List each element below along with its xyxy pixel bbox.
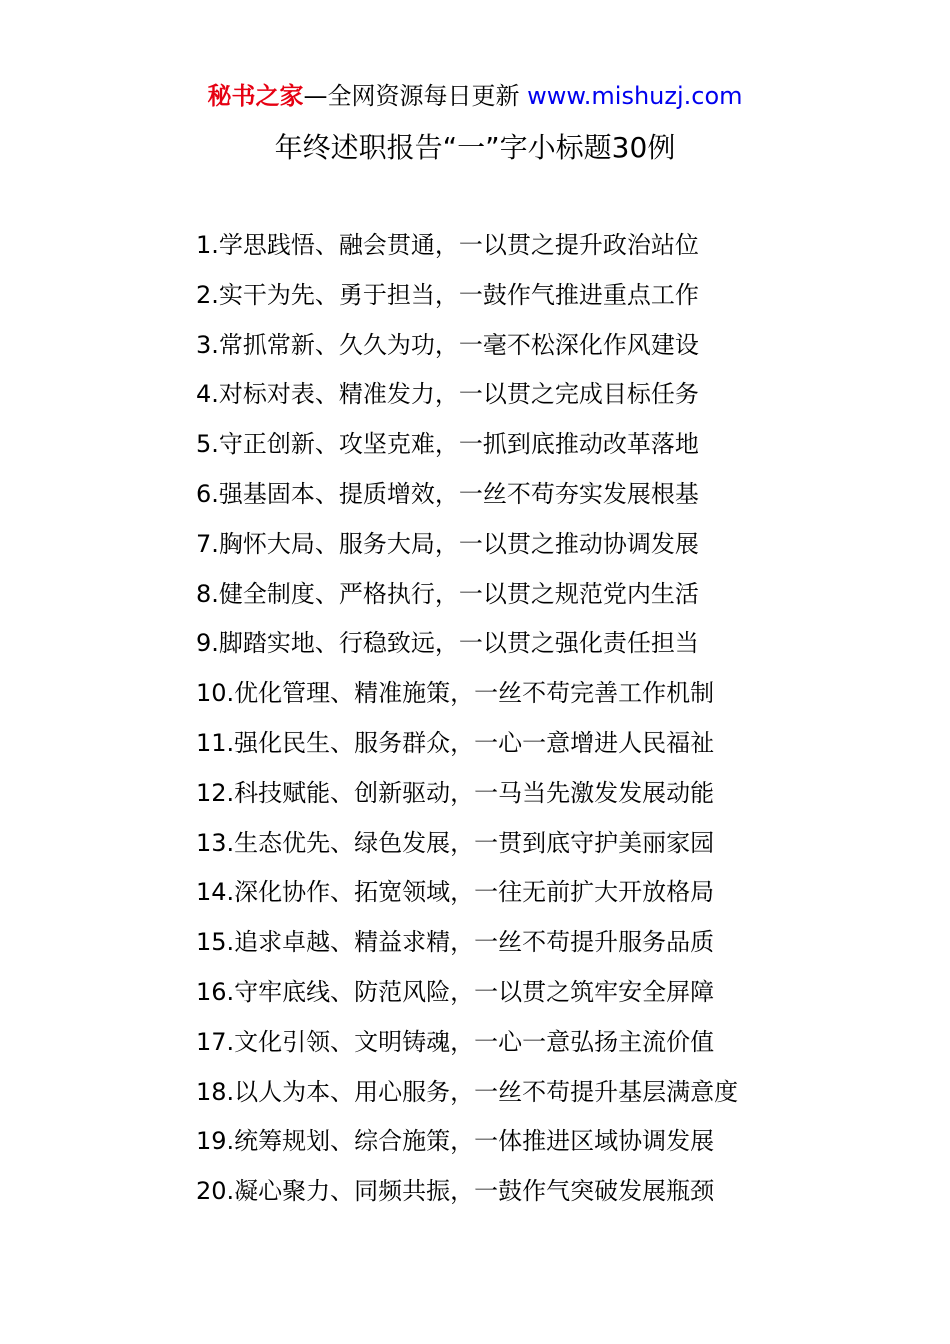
list-item: 8.健全制度、严格执行，一以贯之规范党内生活	[196, 579, 699, 608]
list-item: 4.对标对表、精准发力，一以贯之完成目标任务	[196, 380, 699, 409]
site-url-link[interactable]: www.mishuzj.com	[527, 82, 743, 110]
list-item: 14.深化协作、拓宽领域，一往无前扩大开放格局	[196, 878, 715, 907]
list-item: 3.常抓常新、久久为功，一毫不松深化作风建设	[196, 330, 699, 359]
list-item: 9.脚踏实地、行稳致远，一以贯之强化责任担当	[196, 629, 699, 658]
list-item: 11.强化民生、服务群众，一心一意增进人民福祉	[196, 728, 715, 757]
list-item: 5.守正创新、攻坚克难，一抓到底推动改革落地	[196, 430, 699, 459]
list-item: 15.追求卓越、精益求精，一丝不苟提升服务品质	[196, 928, 715, 957]
list-item: 20.凝心聚力、同频共振，一鼓作气突破发展瓶颈	[196, 1177, 715, 1206]
list-item: 7.胸怀大局、服务大局，一以贯之推动协调发展	[196, 529, 699, 558]
site-tagline: —全网资源每日更新	[303, 82, 520, 110]
list-item: 16.守牢底线、防范风险，一以贯之筑牢安全屏障	[196, 977, 715, 1006]
list-item: 12.科技赋能、创新驱动，一马当先激发发展动能	[196, 778, 715, 807]
list-item: 19.统筹规划、综合施策，一体推进区域协调发展	[196, 1127, 715, 1156]
list-item: 17.文化引领、文明铸魂，一心一意弘扬主流价值	[196, 1027, 715, 1056]
site-header	[0, 80, 950, 112]
list-item: 18.以人为本、用心服务，一丝不苟提升基层满意度	[196, 1077, 739, 1106]
list-item: 2.实干为先、勇于担当，一鼓作气推进重点工作	[196, 280, 699, 309]
list-item: 10.优化管理、精准施策，一丝不苟完善工作机制	[196, 679, 715, 708]
brand-name: 秘书之家	[207, 82, 304, 110]
document-title: 年终述职报告“一”字小标题30例	[274, 131, 676, 164]
list-item: 13.生态优先、绿色发展，一贯到底守护美丽家园	[196, 828, 715, 857]
list-item: 1.学思践悟、融会贯通，一以贯之提升政治站位	[196, 231, 699, 259]
heading-list	[196, 227, 738, 1223]
list-item: 6.强基固本、提质增效，一丝不苟夯实发展根基	[196, 479, 699, 508]
